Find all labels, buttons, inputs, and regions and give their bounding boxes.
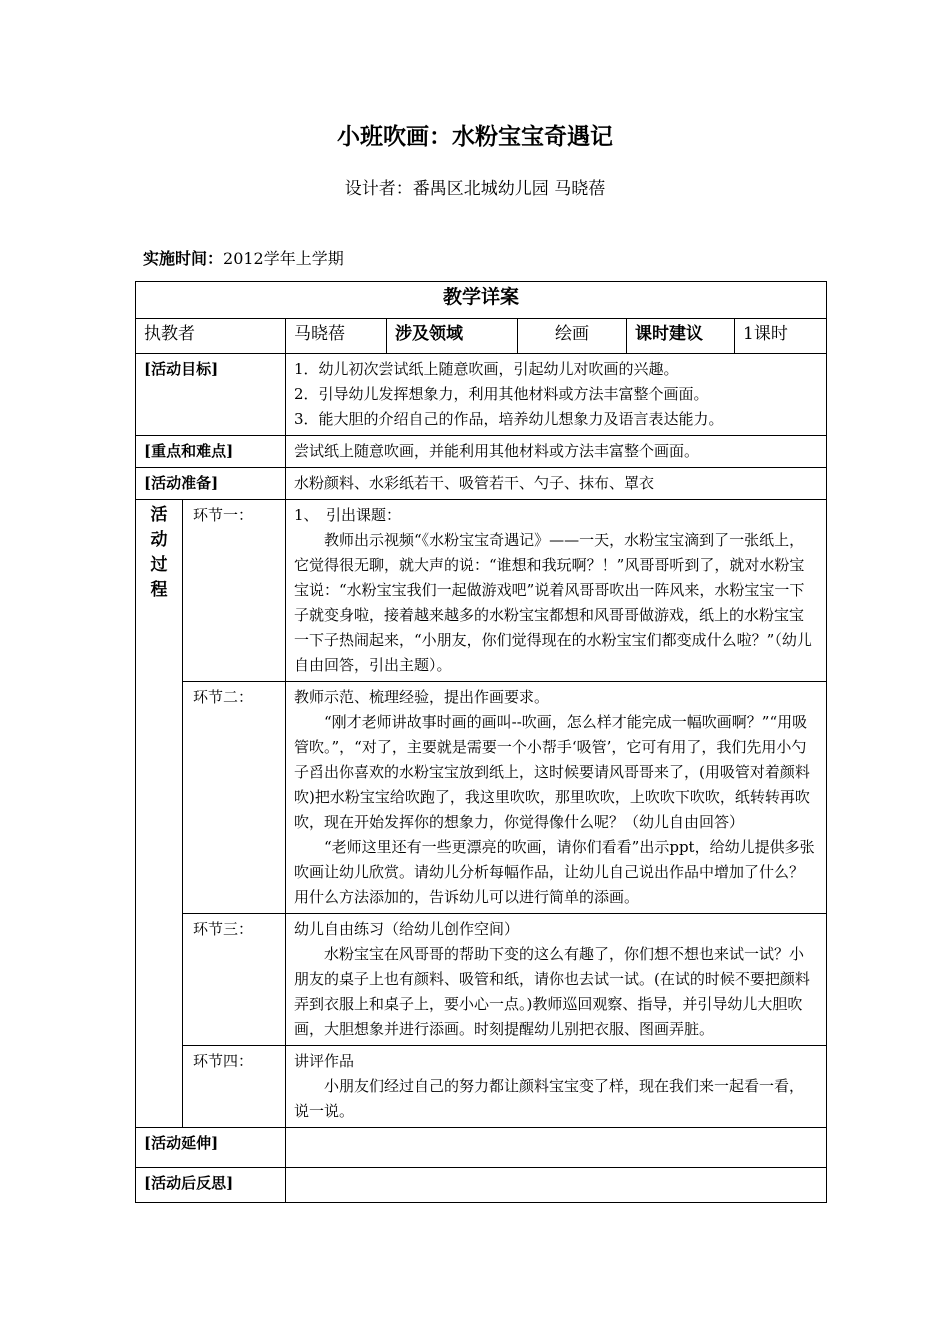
goals-cell [286,354,827,436]
process-char: 过 [150,555,168,575]
table-header: 教学详案 [136,282,827,319]
extension-label: [活动延伸] [136,1128,286,1168]
key-points-label: [重点和难点] [136,436,286,468]
lesson-plan-table [135,281,827,1203]
designer-line: 设计者：番禺区北城幼儿园 马晓蓓 [344,179,606,199]
teacher-value: 马晓蓓 [286,319,387,354]
hours-value: 1课时 [735,319,827,354]
hours-label: 课时建议 [627,319,735,354]
teacher-label: 执教者 [136,319,286,354]
goal-item: 3．能大胆的介绍自己的作品，培养幼儿想象力及语言表达能力。 [294,410,724,428]
impl-value: 2012学年上学期 [223,249,344,268]
preparation-label: [活动准备] [136,468,286,500]
step-line: 水粉宝宝在风哥哥的帮助下变的这么有趣了，你们想不想也来试一试？小朋友的桌子上也有颜料、吸管和纸，请你也去试一试。(在试的时候不要把颜料弄到衣服上和桌子上，要小心一点。)教师巡回观察、指导，并引导幼儿大胆吹画，大胆想象并进行添画。时刻提醒幼儿别把衣服、图画弄脏。 [294,945,810,1038]
process-char: 活 [150,505,168,525]
step-line: 幼儿自由练习（给幼儿创作空间） [294,920,520,938]
step-label: 环节四： [183,1046,286,1128]
step-content [286,500,827,682]
key-points-value: 尝试纸上随意吹画，并能利用其他材料或方法丰富整个画面。 [286,436,827,468]
step-line: 讲评作品 [294,1052,355,1070]
step-label: 环节三： [183,914,286,1046]
reflection-value [286,1168,827,1203]
step-line: 1、 引出课题： [294,506,402,524]
implementation-time [143,246,344,269]
step-line: “刚才老师讲故事时画的画叫--吹画，怎么样才能完成一幅吹画啊？”“用吸管吹。”，“对了，主要就是需要一个小帮手‘吸管’，它可有用了，我们先用小勺子舀出你喜欢的水粉宝宝放到纸上，这时候要请风哥哥来了，(用吸管对着颜料吹)把水粉宝宝给吹跑了，我这里吹吹，那里吹吹，上吹吹下吹吹，纸转转再吹吹，现在开始发挥你的想象力，你觉得像什么呢？（幼儿自由回答） [294,713,810,831]
domain-label: 涉及领域 [387,319,518,354]
domain-value: 绘画 [518,319,627,354]
process-label [136,500,183,1128]
step-label: 环节一： [183,500,286,682]
goals-label: [活动目标] [136,354,286,436]
step-content [286,682,827,914]
goal-item: 1．幼儿初次尝试纸上随意吹画，引起幼儿对吹画的兴趣。 [294,360,679,378]
step-content [286,1046,827,1128]
goal-item: 2．引导幼儿发挥想象力，利用其他材料或方法丰富整个画面。 [294,385,709,403]
impl-label: 实施时间： [143,249,224,268]
step-line: 教师出示视频“《水粉宝宝奇遇记》——一天，水粉宝宝滴到了一张纸上，它觉得很无聊，就大声的说：“谁想和我玩啊？！”风哥哥听到了，就对水粉宝宝说：“水粉宝宝我们一起做游戏吧”说着风哥哥吹出一阵风来，水粉宝宝一下子就变身啦，接着越来越多的水粉宝宝都想和风哥哥做游戏，纸上的水粉宝宝一下子热闹起来，“小朋友，你们觉得现在的水粉宝宝们都变成什么啦？”（幼儿自由回答，引出主题）。 [294,531,812,674]
step-line: “老师这里还有一些更漂亮的吹画，请你们看看”出示ppt，给幼儿提供多张吹画让幼儿欣赏。请幼儿分析每幅作品，让幼儿自己说出作品中增加了什么？用什么方法添加的，告诉幼儿可以进行简单的添画。 [294,838,815,906]
extension-value [286,1128,827,1168]
process-char: 程 [150,580,168,600]
reflection-label: [活动后反思] [136,1168,286,1203]
step-content [286,914,827,1046]
step-label: 环节二： [183,682,286,914]
step-line: 小朋友们经过自己的努力都让颜料宝宝变了样，现在我们来一起看一看，说一说。 [294,1077,805,1120]
step-line: 教师示范、梳理经验，提出作画要求。 [294,688,550,706]
document-title: 小班吹画：水粉宝宝奇遇记 [337,123,613,150]
preparation-value: 水粉颜料、水彩纸若干、吸管若干、勺子、抹布、罩衣 [286,468,827,500]
process-char: 动 [150,530,168,550]
